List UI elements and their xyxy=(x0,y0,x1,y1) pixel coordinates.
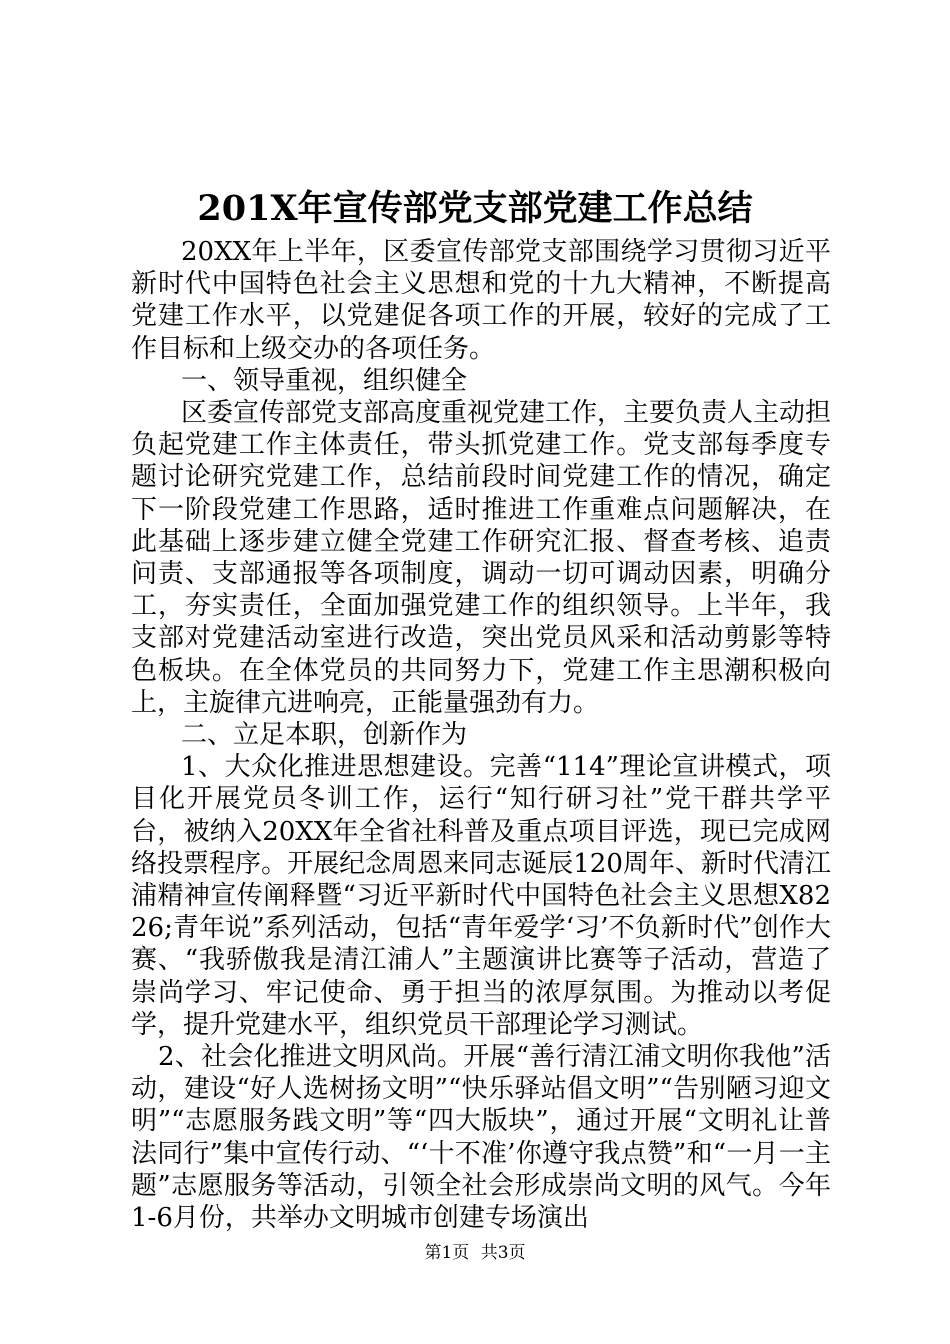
paragraph-item-1: 1、大众化推进思想建设。完善“114”理论宣讲模式，项目化开展党员冬训工作，运行“知行研习社”党干群共学平台，被纳入20XX年全省社科普及重点项目评选，现已完成网络投票程序。开展纪念周恩来同志诞辰120周年、新时代清江浦精神宣传阐释暨“习近平新时代中国特色社会主义思想X8226;青年说”系列活动，包括“青年爱学‘习’不负新时代”创作大赛、“我骄傲我是清江浦人”主题演讲比赛等子活动，营造了崇尚学习、牢记使命、勇于担当的浓厚氛围。为推动以考促学，提升党建水平，组织党员干部理论学习测试。 xyxy=(131,752,831,1040)
paragraph-intro: 20XX年上半年，区委宣传部党支部围绕学习贯彻习近平新时代中国特色社会主义思想和党的十九大精神，不断提高党建工作水平，以党建促各项工作的开展，较好的完成了工作目标和上级交办的各项任务。 xyxy=(131,237,831,364)
section-heading-2: 二、立足本职，创新作为 xyxy=(181,720,468,751)
section-heading-1: 一、领导重视，组织健全 xyxy=(181,365,468,396)
page-number-current: 第1页 xyxy=(424,1243,470,1263)
document-body xyxy=(131,236,831,1234)
page-footer xyxy=(0,1242,950,1264)
page-number-total: 共3页 xyxy=(480,1243,526,1263)
paragraph-section-1: 区委宣传部党支部高度重视党建工作，主要负责人主动担负起党建工作主体责任，带头抓党建工作。党支部每季度专题讨论研究党建工作，总结前段时间党建工作的情况，确定下一阶段党建工作思路，适时推进工作重难点问题解决，在此基础上逐步建立健全党建工作研究汇报、督查考核、追责问责、支部通报等各项制度，调动一切可调动因素，明确分工，夯实责任，全面加强党建工作的组织领导。上半年，我支部对党建活动室进行改造，突出党员风采和活动剪影等特色板块。在全体党员的共同努力下，党建工作主思潮积极向上，主旋律亢进响亮，正能量强劲有力。 xyxy=(131,398,832,718)
paragraph-item-2: 2、社会化推进文明风尚。开展“善行清江浦文明你我他”活动，建设“好人选树扬文明”“快乐驿站倡文明”“告别陋习迎文明”“志愿服务践文明”等“四大版块”，通过开展“文明礼让普法同行”集中宣传行动、“‘十不准’你遵守我点赞”和“一月一主题”志愿服务等活动，引领全社会形成崇尚文明的风气。今年1-6月份，共举办文明城市创建专场演出 xyxy=(131,1042,831,1234)
document-title: 201X年宣传部党支部党建工作总结 xyxy=(197,188,753,229)
